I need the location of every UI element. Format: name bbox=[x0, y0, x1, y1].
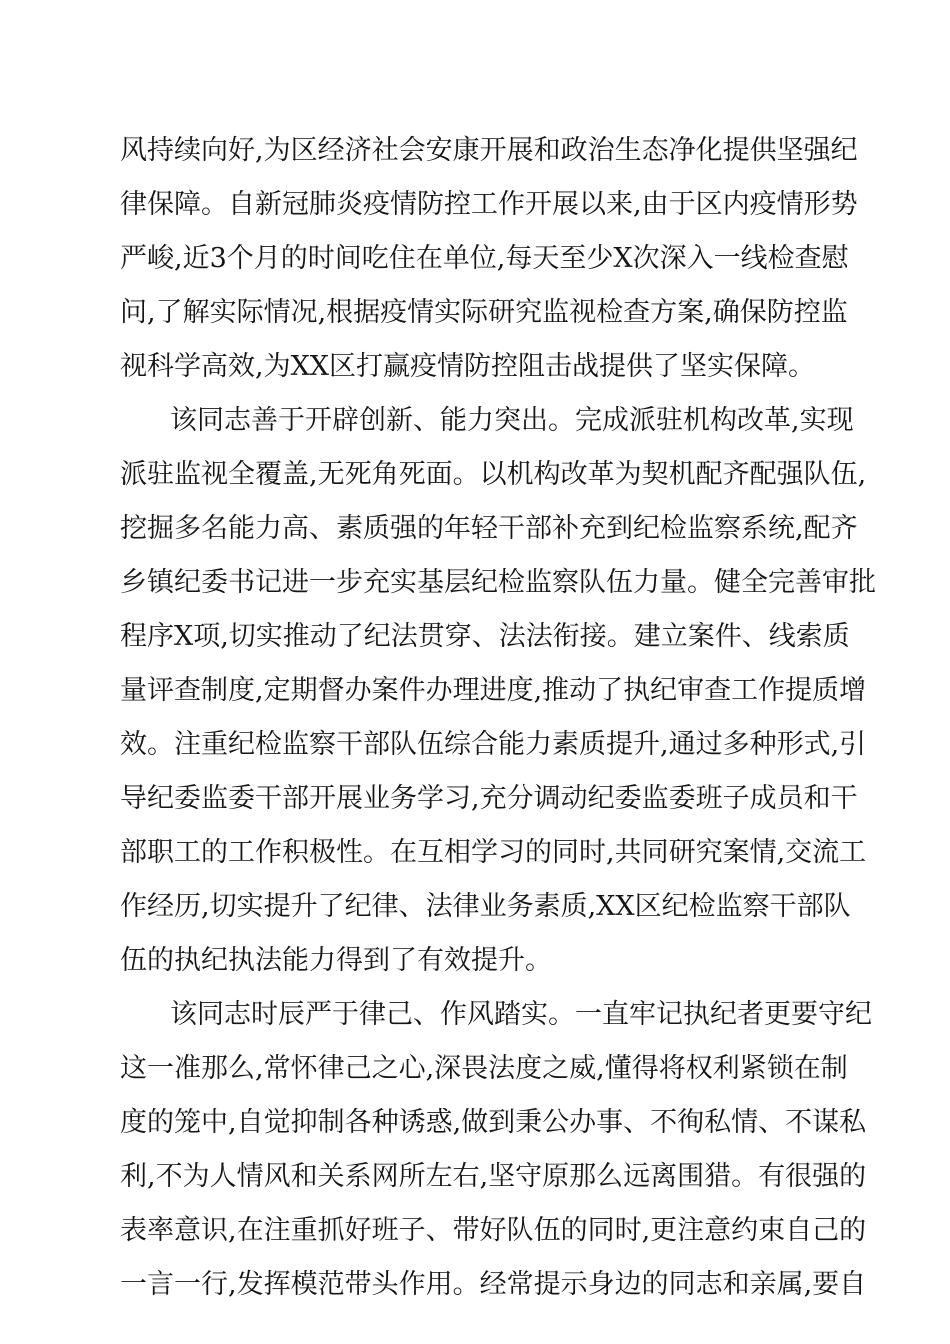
paragraph-3-line-4: 利,不为人情风和关系网所左右,坚守原那么远离围猎。有很强的 bbox=[120, 1161, 867, 1192]
paragraph-3-line-3: 度的笼中,自觉抑制各种诱惑,做到秉公办事、不徇私情、不谋私 bbox=[120, 1107, 867, 1138]
paragraph-2-line-5: 程序X项,切实推动了纪法贯穿、法法衔接。建立案件、线索质 bbox=[120, 621, 850, 652]
paragraph-1-line-3: 严峻,近3个月的时间吃住在单位,每天至少X次深入一线检查慰 bbox=[120, 243, 849, 274]
paragraph-1-line-4: 问,了解实际情况,根据疫情实际研究监视检查方案,确保防控监 bbox=[120, 297, 848, 328]
paragraph-2-line-3: 挖掘多名能力高、素质强的年轻干部补充到纪检监察系统,配齐 bbox=[120, 513, 858, 544]
paragraph-1-line-1: 风持续向好,为区经济社会安康开展和政治生态净化提供坚强纪 bbox=[120, 135, 858, 166]
paragraph-3-line-6: 一言一行,发挥模范带头作用。经常提示身边的同志和亲属,要自 bbox=[120, 1269, 867, 1300]
paragraph-2-line-8: 导纪委监委干部开展业务学习,充分调动纪委监委班子成员和干 bbox=[120, 783, 858, 814]
paragraph-2-line-2: 派驻监视全覆盖,无死角死面。以机构改革为契机配齐配强队伍, bbox=[120, 459, 867, 490]
paragraph-2-line-7: 效。注重纪检监察干部队伍综合能力素质提升,通过多种形式,引 bbox=[120, 729, 867, 760]
paragraph-2-line-10: 作经历,切实提升了纪律、法律业务素质,XX区纪检监察干部队 bbox=[120, 891, 851, 922]
paragraph-2-line-9: 部职工的工作积极性。在互相学习的同时,共同研究案情,交流工 bbox=[120, 837, 867, 868]
paragraph-3-line-1: 该同志时辰严于律己、作风踏实。一直牢记执纪者更要守纪 bbox=[170, 999, 872, 1030]
paragraph-2-line-11: 伍的执纪执法能力得到了有效提升。 bbox=[120, 945, 552, 976]
paragraph-1-line-2: 律保障。自新冠肺炎疫情防控工作开展以来,由于区内疫情形势 bbox=[120, 189, 858, 220]
paragraph-2-line-4: 乡镇纪委书记进一步充实基层纪检监察队伍力量。健全完善审批 bbox=[120, 567, 876, 598]
paragraph-1-line-5: 视科学高效,为XX区打赢疫情防控阻击战提供了坚实保障。 bbox=[120, 351, 816, 382]
paragraph-2-line-1: 该同志善于开辟创新、能力突出。完成派驻机构改革,实现 bbox=[170, 405, 854, 436]
paragraph-3-line-5: 表率意识,在注重抓好班子、带好队伍的同时,更注意约束自己的 bbox=[120, 1215, 867, 1246]
paragraph-2-line-6: 量评查制度,定期督办案件办理进度,推动了执纪审查工作提质增 bbox=[120, 675, 867, 706]
paragraph-3-line-2: 这一准那么,常怀律己之心,深畏法度之威,懂得将权利紧锁在制 bbox=[120, 1053, 848, 1084]
